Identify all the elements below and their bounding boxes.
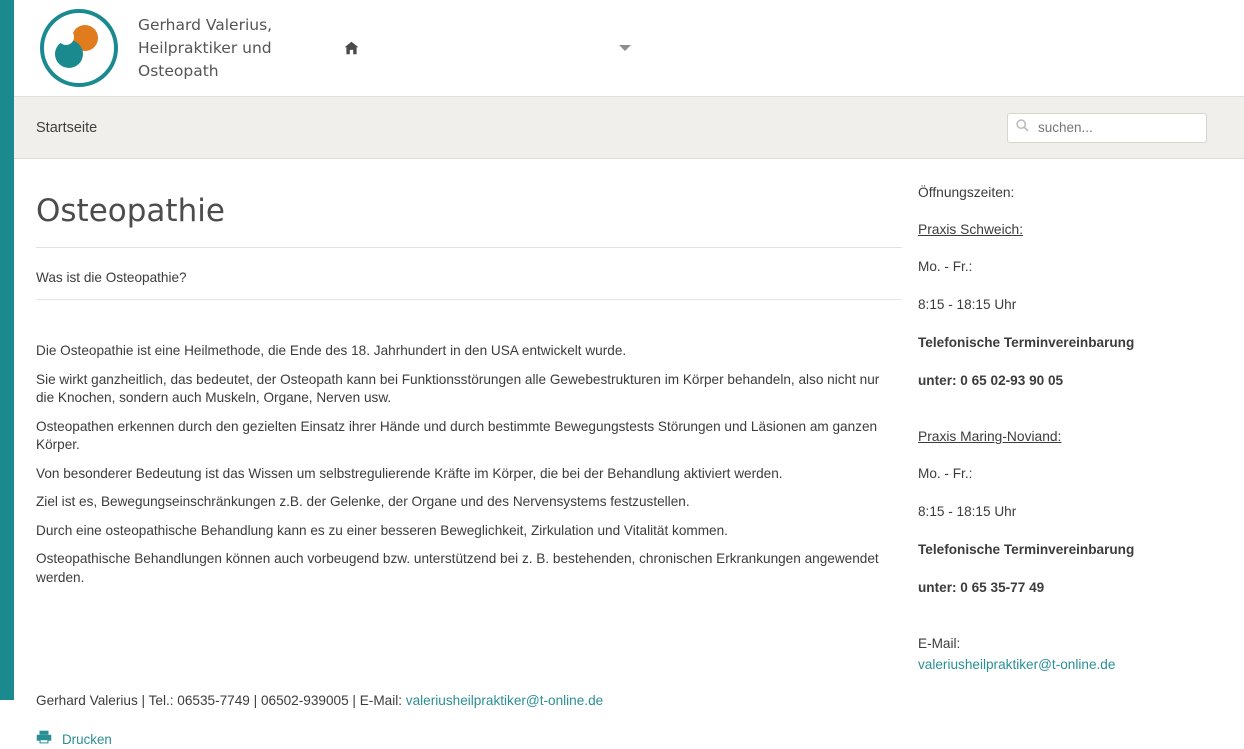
nav-item-home[interactable] (332, 31, 371, 65)
content-area (14, 159, 1244, 749)
paragraph-4: Von besonderer Bedeutung ist das Wissen um selbstregulierende Kräfte im Körper, die bei der Behandlung aktiviert werden. (36, 465, 783, 481)
home-icon (344, 41, 359, 55)
breadcrumb[interactable]: Startseite (36, 119, 98, 136)
practice-1-hours: 8:15 - 18:15 Uhr (918, 297, 1017, 312)
practice-2-days: Mo. - Fr.: (918, 466, 973, 481)
paragraph-2: Sie wirkt ganzheitlich, das bedeutet, der Osteopath kann bei Funktionsstörungen alle Gewebestrukturen im Körper behandeln, also nicht nur die Knochen, sondern auch Muskeln, Organe, Nerven usw. (36, 371, 880, 405)
search-box[interactable] (1007, 113, 1207, 143)
contact-footer-text: Gerhard Valerius | Tel.: 06535-7749 | 06502-939005 | E-Mail: (36, 693, 406, 708)
practice-2-note: Telefonische Terminvereinbarung (918, 542, 1135, 557)
sidebar-email-label: E-Mail: (918, 636, 961, 651)
print-row[interactable] (36, 730, 894, 749)
paragraph-5: Ziel ist es, Bewegungseinschränkungen z.B. der Gelenke, der Organe und des Nervensystems festzustellen. (36, 494, 690, 509)
search-icon (1016, 119, 1029, 137)
search-input[interactable] (1036, 119, 1198, 136)
brand-line-1: Gerhard Valerius, (138, 15, 273, 34)
practice-1-phone: unter: 0 65 02-93 90 05 (918, 373, 1064, 388)
paragraph-3: Osteopathen erkennen durch den gezielten Einsatz ihrer Hände und durch bestimmte Bewegungstests Störungen und Läsionen am ganzen Körper. (36, 418, 878, 452)
brand-name (138, 14, 272, 83)
chevron-down-icon[interactable] (619, 45, 631, 51)
sidebar-email-link[interactable]: valeriusheilpraktiker@t-online.de (918, 657, 1116, 672)
brand-line-2: Heilpraktiker und (138, 38, 272, 57)
site-header (14, 0, 1244, 96)
printer-icon (36, 730, 52, 749)
print-link[interactable]: Drucken (62, 732, 112, 747)
practice-1-note: Telefonische Terminvereinbarung (918, 335, 1135, 350)
sidebar-spacer-2 (918, 618, 1224, 636)
intro-question: Was ist die Osteopathie? (36, 270, 902, 300)
paragraph-1: Die Osteopathie ist eine Heilmethode, die Ende des 18. Jahrhundert in den USA entwickelt wurde. (36, 343, 627, 358)
logo[interactable] (38, 7, 120, 89)
contact-footer (36, 693, 894, 708)
practice-2-hours: 8:15 - 18:15 Uhr (918, 504, 1017, 519)
page-title: Osteopathie (36, 193, 902, 248)
sidebar-heading: Öffnungszeiten: (918, 185, 1015, 200)
breadcrumb-bar (14, 96, 1244, 159)
practice-1-name: Praxis Schweich: (918, 222, 1024, 237)
main-content (14, 185, 894, 749)
contact-footer-email-link[interactable]: valeriusheilpraktiker@t-online.de (405, 693, 604, 708)
logo-icon (38, 7, 120, 89)
paragraph-7: Osteopathische Behandlungen können auch vorbeugend bzw. unterstützend bei z. B. bestehenden, chronischen Erkrankungen angewendet werden. (36, 551, 879, 585)
brand-line-3: Osteopath (138, 61, 219, 80)
practice-2-phone: unter: 0 65 35-77 49 (918, 580, 1045, 595)
sidebar-spacer-1 (918, 411, 1224, 429)
paragraph-6: Durch eine osteopathische Behandlung kann es zu einer besseren Beweglichkeit, Zirkulation und Vitalität kommen. (36, 522, 728, 538)
practice-2-name: Praxis Maring-Noviand: (918, 429, 1062, 444)
practice-1-days: Mo. - Fr.: (918, 259, 973, 274)
sidebar (894, 185, 1224, 749)
main-navigation (332, 0, 631, 96)
